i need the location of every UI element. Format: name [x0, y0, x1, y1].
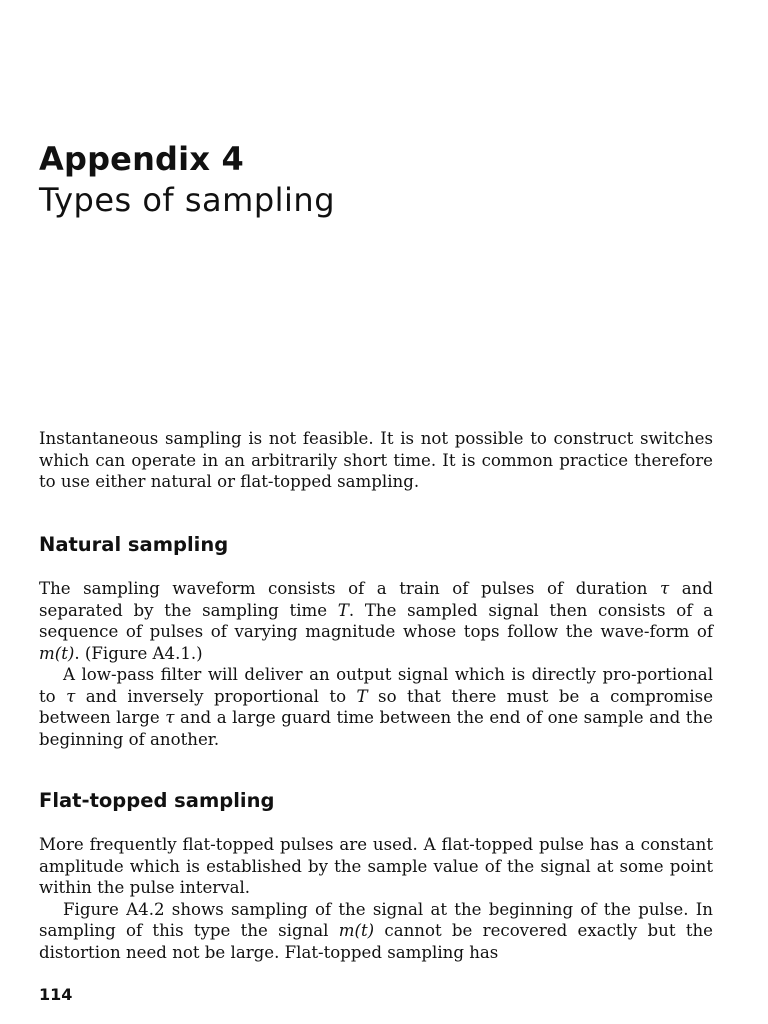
- appendix-label: Appendix 4: [39, 140, 244, 178]
- text-run: . The sampled signal then consists of a sequence of pulses of varying magnitude whose tops follow the wave-form of: [39, 600, 713, 641]
- text-run: and inversely proportional to: [75, 686, 357, 706]
- tau-symbol: τ: [66, 686, 76, 706]
- text-run: cannot be recovered exactly but the distortion need not be large. Flat-topped sampling has: [39, 921, 713, 962]
- page-number: 114: [39, 985, 73, 1004]
- text-run: and a large guard time between the end of one sample and the beginning of another.: [39, 708, 713, 749]
- tau-symbol: τ: [165, 708, 175, 727]
- flat-topped-sampling-body: [39, 834, 713, 963]
- section-heading-natural-sampling: Natural sampling: [39, 533, 229, 556]
- text-run: so that there must be a compromise between large: [39, 686, 714, 727]
- natural-sampling-body: [39, 578, 713, 750]
- natural-sampling-paragraph-1: [39, 578, 713, 664]
- sampling-time-symbol: T: [337, 600, 349, 620]
- text-run: A low-pass filter will deliver an output signal which is directly pro-portional to: [39, 665, 713, 706]
- signal-symbol: m(t): [39, 643, 75, 663]
- sampling-time-symbol: T: [356, 686, 368, 706]
- text-run: . (Figure A4.1.): [74, 643, 203, 663]
- tau-symbol: τ: [660, 579, 670, 598]
- appendix-title: Types of sampling: [39, 181, 335, 219]
- text-run: The sampling waveform consists of a train of pulses of duration: [39, 579, 661, 598]
- natural-sampling-paragraph-2: [39, 664, 713, 750]
- signal-symbol: m(t): [338, 921, 375, 940]
- section-heading-flat-topped-sampling: Flat-topped sampling: [39, 789, 275, 812]
- flat-topped-paragraph-1: More frequently flat-topped pulses are used. A flat-topped pulse has a constant amplitude which is established by the sample value of the signal at some point within the pulse interval.: [39, 835, 713, 897]
- text-run: Figure A4.2 shows sampling of the signal at the beginning of the pulse. In sampling of this type the signal: [39, 899, 713, 940]
- intro-paragraph: Instantaneous sampling is not feasible. It is not possible to construct switches which can operate in an arbitrarily short time. It is common practice therefore to use either natural or flat-topped sampling.: [39, 429, 713, 491]
- flat-topped-paragraph-2: [39, 899, 713, 964]
- text-run: and separated by the sampling time: [39, 579, 713, 620]
